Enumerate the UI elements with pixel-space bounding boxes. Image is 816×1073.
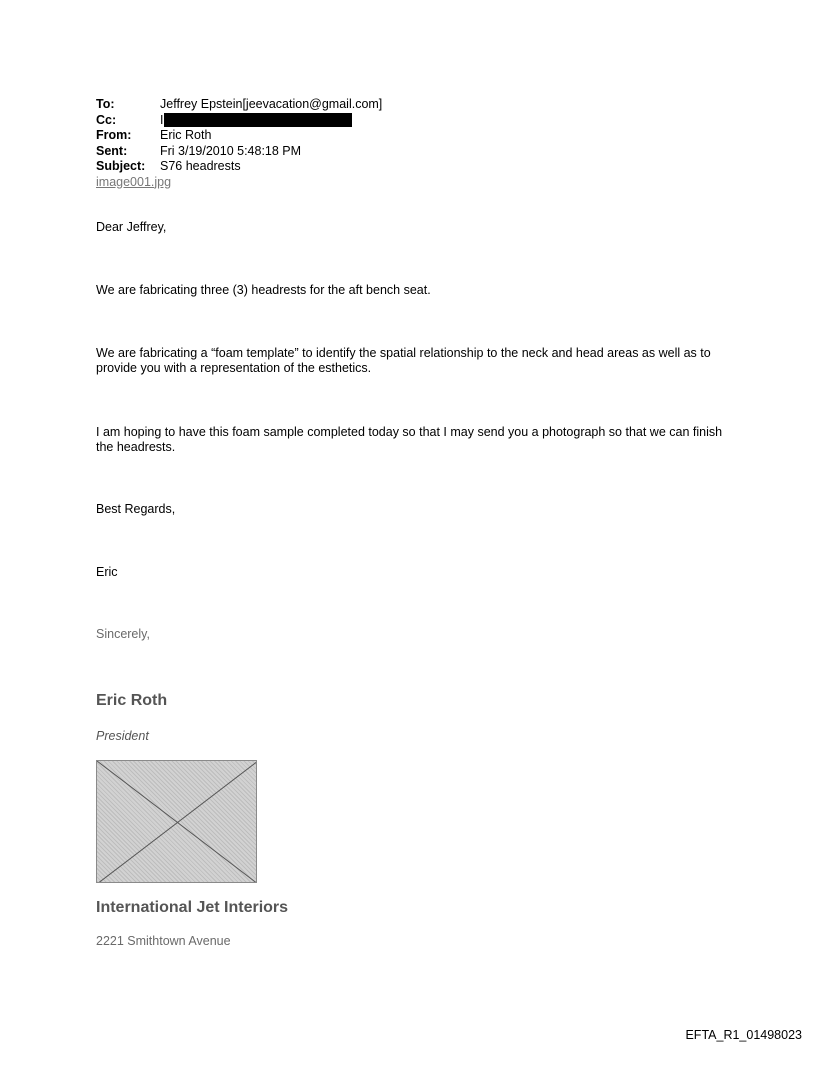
document-id: EFTA_R1_01498023	[685, 1028, 802, 1042]
sent-label: Sent:	[96, 143, 128, 158]
closing: Best Regards,	[96, 502, 176, 516]
body-paragraph-3: I am hoping to have this foam sample completed today so that I may send you a photograph so that we can finish the headrests.	[96, 425, 723, 454]
to-row	[96, 97, 382, 113]
cc-label: Cc:	[96, 112, 117, 127]
sincerely: Sincerely,	[96, 627, 150, 641]
sent-row	[96, 144, 382, 160]
email-header	[96, 97, 382, 190]
body-paragraph-2: We are fabricating a “foam template” to identify the spatial relationship to the neck and head areas as well as to provide you with a representation of the esthetics.	[96, 346, 711, 375]
to-value: Jeffrey Epstein[jeevacation@gmail.com]	[160, 97, 383, 111]
sent-value: Fri 3/19/2010 5:48:18 PM	[160, 143, 302, 158]
signature-title: President	[96, 729, 149, 743]
body-paragraph-1: We are fabricating three (3) headrests for the aft bench seat.	[96, 283, 431, 297]
cc-value: I	[160, 112, 164, 127]
signature-name: Eric Roth	[96, 692, 168, 709]
company-name: International Jet Interiors	[96, 899, 289, 916]
attachment-link[interactable]: image001.jpg	[96, 174, 172, 189]
subject-value: S76 headrests	[160, 159, 241, 173]
company-address: 2221 Smithtown Avenue	[96, 934, 231, 948]
redaction-bar	[164, 113, 352, 127]
image-placeholder	[96, 760, 257, 883]
subject-row	[96, 159, 382, 175]
attachment-row	[96, 175, 382, 191]
from-label: From:	[96, 128, 132, 142]
signoff: Eric	[96, 565, 118, 579]
broken-image-icon	[97, 761, 257, 883]
from-row	[96, 128, 382, 144]
to-label: To:	[96, 97, 115, 111]
subject-label: Subject:	[96, 159, 146, 173]
cc-row	[96, 113, 382, 129]
from-value: Eric Roth	[160, 128, 212, 142]
greeting: Dear Jeffrey,	[96, 220, 167, 234]
